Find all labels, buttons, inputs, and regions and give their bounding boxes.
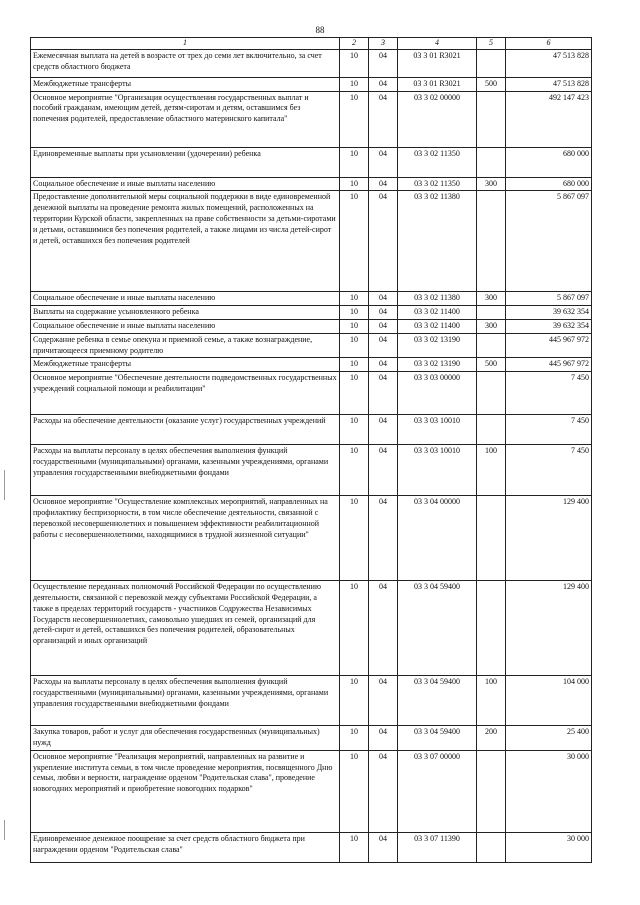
header-col-2: 2 <box>340 38 369 50</box>
row-target-article: 03 3 02 11350 <box>398 177 477 191</box>
row-expense-type: 500 <box>477 358 506 372</box>
row-subsection-code: 04 <box>369 358 398 372</box>
row-expense-type <box>477 49 506 77</box>
row-subsection-code: 04 <box>369 832 398 862</box>
row-expense-type: 300 <box>477 177 506 191</box>
table-row <box>31 319 592 333</box>
row-target-article: 03 3 02 13190 <box>398 333 477 358</box>
budget-table <box>30 37 592 863</box>
row-amount: 5 867 097 <box>506 191 592 292</box>
row-subsection-code: 04 <box>369 676 398 726</box>
row-name: Ежемесячная выплата на детей в возрасте от трех до семи лет включительно, за счет средств областного бюджета <box>31 49 340 77</box>
row-amount: 39 632 354 <box>506 319 592 333</box>
table-row <box>31 147 592 177</box>
row-name: Социальное обеспечение и иные выплаты населению <box>31 319 340 333</box>
row-amount: 5 867 097 <box>506 292 592 306</box>
row-section-code: 10 <box>340 358 369 372</box>
row-subsection-code: 04 <box>369 147 398 177</box>
row-subsection-code: 04 <box>369 726 398 751</box>
row-expense-type <box>477 372 506 415</box>
row-section-code: 10 <box>340 91 369 147</box>
row-subsection-code: 04 <box>369 77 398 91</box>
header-col-1: 1 <box>31 38 340 50</box>
row-section-code: 10 <box>340 415 369 445</box>
row-section-code: 10 <box>340 333 369 358</box>
row-amount: 492 147 423 <box>506 91 592 147</box>
row-expense-type <box>477 191 506 292</box>
row-target-article: 03 3 03 10010 <box>398 445 477 496</box>
row-target-article: 03 3 07 00000 <box>398 750 477 832</box>
row-target-article: 03 3 04 59400 <box>398 726 477 751</box>
row-target-article: 03 3 01 R3021 <box>398 77 477 91</box>
table-row <box>31 177 592 191</box>
row-target-article: 03 3 02 11400 <box>398 306 477 320</box>
row-section-code: 10 <box>340 49 369 77</box>
table-row <box>31 676 592 726</box>
row-subsection-code: 04 <box>369 91 398 147</box>
row-section-code: 10 <box>340 676 369 726</box>
row-target-article: 03 3 07 11390 <box>398 832 477 862</box>
header-col-6: 6 <box>506 38 592 50</box>
row-name: Межбюджетные трансферты <box>31 358 340 372</box>
row-amount: 445 967 972 <box>506 333 592 358</box>
header-col-4: 4 <box>398 38 477 50</box>
row-name: Основное мероприятие "Осуществление комплексных мероприятий, направленных на профилактику беспризорности, в том числе обеспечение деятельности, связанной с перевозкой несовершеннолетних и повышением эффективности реабилитационной работы с несовершеннолетними, находящимися в трудной жизненной ситуации" <box>31 496 340 581</box>
table-header-row <box>31 38 592 50</box>
row-name: Основное мероприятие "Реализация мероприятий, направленных на развитие и укрепление института семьи, в том числе проведение мероприятия, посвященного Дню семьи, любви и верности, награждение орденом "Родительская слава", проведение новогодних мероприятий и приобретение новогодних подарков" <box>31 750 340 832</box>
table-row <box>31 726 592 751</box>
row-amount: 129 400 <box>506 581 592 676</box>
row-name: Предоставление дополнительной меры социальной поддержки в виде единовременной денежной выплаты на проведение ремонта жилых помещений, расположенных на территории Курской области, закрепленных на праве собственности за детьми-сиротами и детьми, оставшимися без попечения родителей, а также лицами из числа детей-сирот и детей, оставшихся без попечения родителей <box>31 191 340 292</box>
row-subsection-code: 04 <box>369 445 398 496</box>
edge-mark <box>4 470 5 500</box>
row-subsection-code: 04 <box>369 319 398 333</box>
row-name: Осуществление переданных полномочий Российской Федерации по осуществлению деятельности, связанной с перевозкой между субъектами Российской Федерации, а также в пределах территорий государств - участников Содружества Независимых Государств несовершеннолетних, самовольно ушедших из семей, организаций для детей-сирот и детей, оставшихся без попечения родителей, образовательных организаций и иных организаций <box>31 581 340 676</box>
table-row <box>31 750 592 832</box>
row-section-code: 10 <box>340 445 369 496</box>
row-amount: 7 450 <box>506 445 592 496</box>
row-amount: 30 000 <box>506 750 592 832</box>
row-target-article: 03 3 04 00000 <box>398 496 477 581</box>
row-section-code: 10 <box>340 581 369 676</box>
row-section-code: 10 <box>340 147 369 177</box>
row-section-code: 10 <box>340 496 369 581</box>
table-row <box>31 358 592 372</box>
row-subsection-code: 04 <box>369 191 398 292</box>
row-name: Социальное обеспечение и иные выплаты населению <box>31 177 340 191</box>
table-row <box>31 306 592 320</box>
row-section-code: 10 <box>340 726 369 751</box>
row-section-code: 10 <box>340 832 369 862</box>
row-subsection-code: 04 <box>369 292 398 306</box>
row-section-code: 10 <box>340 191 369 292</box>
table-row <box>31 832 592 862</box>
table-row <box>31 372 592 415</box>
row-expense-type <box>477 496 506 581</box>
row-expense-type <box>477 832 506 862</box>
table-row <box>31 581 592 676</box>
row-amount: 680 000 <box>506 177 592 191</box>
row-subsection-code: 04 <box>369 333 398 358</box>
row-target-article: 03 3 04 59400 <box>398 676 477 726</box>
row-target-article: 03 3 01 R3021 <box>398 49 477 77</box>
row-amount: 47 513 828 <box>506 49 592 77</box>
row-expense-type: 300 <box>477 319 506 333</box>
row-amount: 30 000 <box>506 832 592 862</box>
row-expense-type: 100 <box>477 676 506 726</box>
row-name: Социальное обеспечение и иные выплаты населению <box>31 292 340 306</box>
row-section-code: 10 <box>340 77 369 91</box>
row-subsection-code: 04 <box>369 415 398 445</box>
row-subsection-code: 04 <box>369 496 398 581</box>
row-target-article: 03 3 02 00000 <box>398 91 477 147</box>
row-target-article: 03 3 02 11350 <box>398 147 477 177</box>
row-expense-type: 500 <box>477 77 506 91</box>
table-row <box>31 415 592 445</box>
row-name: Расходы на выплаты персоналу в целях обеспечения выполнения функций государственными (муниципальными) органами, казенными учреждениями, органами управления государственными внебюджетными фондами <box>31 445 340 496</box>
row-expense-type: 300 <box>477 292 506 306</box>
row-expense-type: 100 <box>477 445 506 496</box>
row-name: Содержание ребенка в семье опекуна и приемной семье, а также вознаграждение, причитающееся приемному родителю <box>31 333 340 358</box>
row-expense-type <box>477 147 506 177</box>
table-row <box>31 445 592 496</box>
row-amount: 47 513 828 <box>506 77 592 91</box>
row-name: Выплаты на содержание усыновленного ребенка <box>31 306 340 320</box>
header-col-3: 3 <box>369 38 398 50</box>
row-subsection-code: 04 <box>369 750 398 832</box>
row-target-article: 03 3 03 10010 <box>398 415 477 445</box>
row-name: Расходы на обеспечение деятельности (оказание услуг) государственных учреждений <box>31 415 340 445</box>
row-section-code: 10 <box>340 306 369 320</box>
row-section-code: 10 <box>340 750 369 832</box>
row-subsection-code: 04 <box>369 49 398 77</box>
page-number: 88 <box>315 25 325 35</box>
row-name: Расходы на выплаты персоналу в целях обеспечения выполнения функций государственными (муниципальными) органами, казенными учреждениями, органами управления государственными внебюджетными фондами <box>31 676 340 726</box>
row-name: Единовременные выплаты при усыновлении (удочерении) ребенка <box>31 147 340 177</box>
row-name: Межбюджетные трансферты <box>31 77 340 91</box>
row-subsection-code: 04 <box>369 177 398 191</box>
row-name: Основное мероприятие "Организация осуществления государственных выплат и пособий гражданам, имеющим детей, детям-сиротам и детям, оставшимся без попечения родителей, предоставление областного материнского капитала" <box>31 91 340 147</box>
table-row <box>31 91 592 147</box>
row-amount: 129 400 <box>506 496 592 581</box>
row-amount: 7 450 <box>506 372 592 415</box>
row-section-code: 10 <box>340 372 369 415</box>
row-amount: 104 000 <box>506 676 592 726</box>
row-amount: 445 967 972 <box>506 358 592 372</box>
row-subsection-code: 04 <box>369 372 398 415</box>
table-row <box>31 333 592 358</box>
row-amount: 7 450 <box>506 415 592 445</box>
header-col-5: 5 <box>477 38 506 50</box>
row-target-article: 03 3 02 13190 <box>398 358 477 372</box>
row-subsection-code: 04 <box>369 306 398 320</box>
row-expense-type: 200 <box>477 726 506 751</box>
row-expense-type <box>477 415 506 445</box>
row-expense-type <box>477 333 506 358</box>
edge-mark <box>4 820 5 840</box>
row-expense-type <box>477 581 506 676</box>
row-target-article: 03 3 02 11380 <box>398 292 477 306</box>
row-section-code: 10 <box>340 177 369 191</box>
row-amount: 39 632 354 <box>506 306 592 320</box>
row-target-article: 03 3 02 11380 <box>398 191 477 292</box>
row-name: Закупка товаров, работ и услуг для обеспечения государственных (муниципальных) нужд <box>31 726 340 751</box>
row-name: Основное мероприятие "Обеспечение деятельности подведомственных государственных учреждений социальной помощи и реабилитации" <box>31 372 340 415</box>
table-row <box>31 77 592 91</box>
row-expense-type <box>477 750 506 832</box>
row-target-article: 03 3 02 11400 <box>398 319 477 333</box>
row-name: Единовременное денежное поощрение за счет средств областного бюджета при награждении орденом "Родительская слава" <box>31 832 340 862</box>
row-target-article: 03 3 04 59400 <box>398 581 477 676</box>
table-row <box>31 292 592 306</box>
row-target-article: 03 3 03 00000 <box>398 372 477 415</box>
row-amount: 680 000 <box>506 147 592 177</box>
row-expense-type <box>477 91 506 147</box>
table-row <box>31 496 592 581</box>
row-subsection-code: 04 <box>369 581 398 676</box>
row-amount: 25 400 <box>506 726 592 751</box>
table-row <box>31 191 592 292</box>
row-expense-type <box>477 306 506 320</box>
row-section-code: 10 <box>340 319 369 333</box>
row-section-code: 10 <box>340 292 369 306</box>
table-row <box>31 49 592 77</box>
